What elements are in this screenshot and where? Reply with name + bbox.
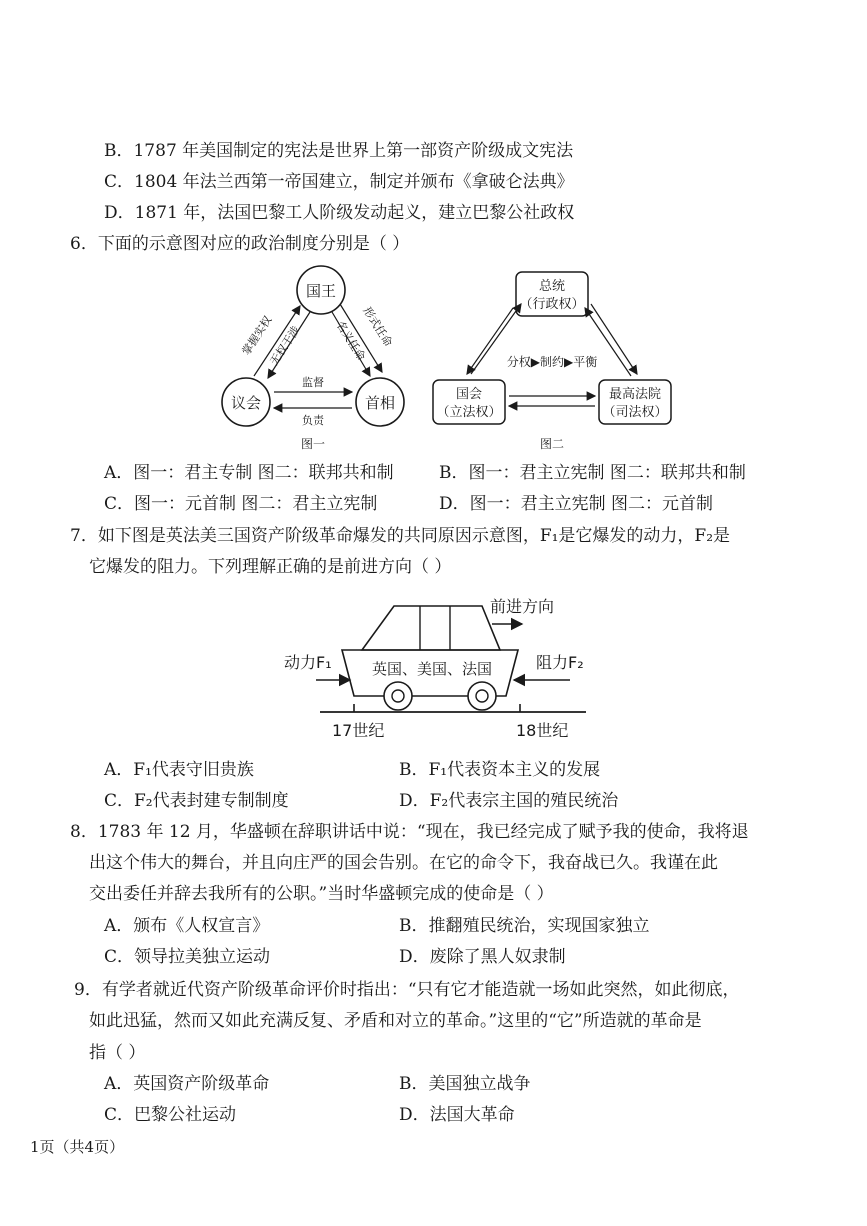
fig1-right-outer: 形式任命 bbox=[360, 304, 395, 349]
q7-stem-line2: 它爆发的阻力。下列理解正确的是前进方向（ ） bbox=[89, 557, 452, 577]
q7-figure-car bbox=[270, 590, 610, 750]
q6-option-d: D．图一：君主立宪制 图二：元首制 bbox=[439, 494, 714, 514]
fig1-right-inner: 名义任命 bbox=[333, 318, 368, 363]
q6-stem: 6．下面的示意图对应的政治制度分别是（ ） bbox=[70, 234, 410, 254]
page-footer: 1页（共4页） bbox=[30, 1138, 125, 1156]
q8-option-c: C．领导拉美独立运动 bbox=[104, 947, 271, 967]
q9-option-c: C．巴黎公社运动 bbox=[104, 1105, 237, 1125]
fig2-congress-line1: 国会 bbox=[455, 387, 483, 402]
fig2-congress-line2: （立法权） bbox=[436, 405, 502, 420]
q7-countries-label: 英国、美国、法国 bbox=[371, 660, 493, 678]
q6-figure-1 bbox=[210, 262, 420, 462]
fig2-court-line1: 最高法院 bbox=[608, 387, 662, 402]
q7-resist-label: 阻力F₂ bbox=[536, 653, 584, 672]
q8-option-a: A．颁布《人权宣言》 bbox=[104, 916, 270, 936]
q5-option-d: D．1871 年，法国巴黎工人阶级发动起义，建立巴黎公社政权 bbox=[104, 203, 575, 223]
q7-c18-label: 18世纪 bbox=[516, 721, 569, 740]
q6-figure-2 bbox=[425, 268, 680, 458]
fig1-supervise: 监督 bbox=[302, 376, 324, 389]
q6-option-b: B．图一：君主立宪制 图二：联邦共和制 bbox=[439, 463, 746, 483]
fig1-caption: 图一 bbox=[300, 437, 326, 451]
q9-line1: 9．有学者就近代资产阶级革命评价时指出：“只有它才能造就一场如此突然，如此彻底， bbox=[74, 980, 740, 1000]
q7-c17-label: 17世纪 bbox=[332, 721, 385, 740]
q7-power-label: 动力F₁ bbox=[284, 653, 332, 672]
fig2-center-text: 分权▶制约▶平衡 bbox=[506, 355, 598, 369]
fig1-parliament-label: 议会 bbox=[230, 394, 262, 412]
q7-option-a: A．F₁代表守旧贵族 bbox=[104, 760, 254, 780]
fig2-president-line1: 总统 bbox=[538, 279, 566, 294]
fig1-king-label: 国王 bbox=[305, 282, 337, 300]
q7-option-c: C．F₂代表封建专制制度 bbox=[104, 791, 289, 811]
fig2-court-line2: （司法权） bbox=[602, 405, 668, 420]
q8-line1: 8．1783 年 12 月，华盛顿在辞职讲话中说：“现在，我已经完成了赋予我的使命，我将退 bbox=[70, 822, 749, 842]
q9-line2: 如此迅猛，然而又如此充满反复、矛盾和对立的革命。”这里的“它”所造就的革命是 bbox=[89, 1011, 702, 1031]
q6-option-a: A．图一：君主专制 图二：联邦共和制 bbox=[104, 463, 394, 483]
q7-forward-label: 前进方向 bbox=[490, 597, 555, 616]
fig1-left-outer: 掌握实权 bbox=[239, 313, 275, 358]
q7-option-d: D．F₂代表宗主国的殖民统治 bbox=[399, 791, 619, 811]
q9-option-d: D．法国大革命 bbox=[399, 1105, 515, 1125]
q7-stem-line1: 7．如下图是英法美三国资产阶级革命爆发的共同原因示意图，F₁是它爆发的动力，F₂是 bbox=[70, 526, 731, 546]
q9-line3: 指（ ） bbox=[89, 1043, 146, 1063]
fig1-responsible: 负责 bbox=[302, 414, 324, 427]
q8-option-d: D．废除了黑人奴隶制 bbox=[399, 947, 566, 967]
fig2-caption: 图二 bbox=[539, 437, 565, 451]
q8-line2: 出这个伟大的舞台，并且向庄严的国会告别。在它的命令下，我奋战已久。我谨在此 bbox=[89, 853, 718, 873]
q9-option-a: A．英国资产阶级革命 bbox=[104, 1074, 270, 1094]
q9-option-b: B．美国独立战争 bbox=[399, 1074, 531, 1094]
q8-line3: 交出委任并辞去我所有的公职。”当时华盛顿完成的使命是（ ） bbox=[89, 884, 554, 904]
fig2-president-line2: （行政权） bbox=[519, 297, 585, 312]
fig1-left-inner: 无权干涉 bbox=[267, 323, 303, 368]
q7-option-b: B．F₁代表资本主义的发展 bbox=[399, 760, 601, 780]
q6-option-c: C．图一：元首制 图二：君主立宪制 bbox=[104, 494, 378, 514]
q5-option-c: C．1804 年法兰西第一帝国建立，制定并颁布《拿破仑法典》 bbox=[104, 172, 574, 192]
q5-option-b: B．1787 年美国制定的宪法是世界上第一部资产阶级成文宪法 bbox=[104, 141, 574, 161]
fig1-pm-label: 首相 bbox=[364, 394, 396, 412]
q8-option-b: B．推翻殖民统治，实现国家独立 bbox=[399, 916, 650, 936]
